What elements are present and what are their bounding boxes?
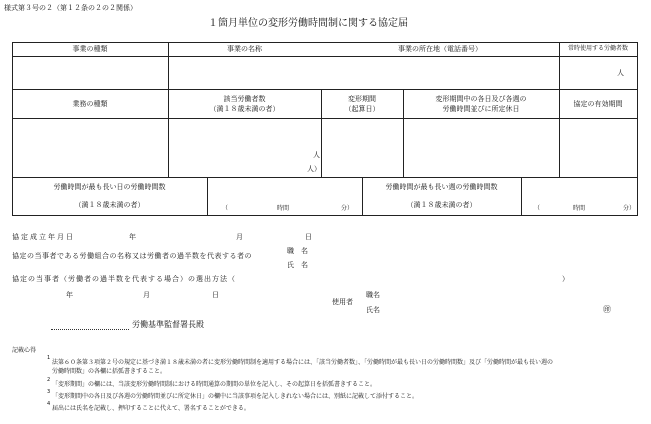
seal-mark: ㊞ [603,305,611,314]
submission-year: 年 [66,291,73,299]
agreement-day: 日 [305,233,312,241]
addressee: 労働基準監督署長殿 [132,320,204,329]
agreement-year: 年 [129,233,136,241]
note-2: 「変形期間」の欄には、当該変形労働時間制における時間通算の期間の単位を記入し、その起算日を括弧書きすること。 [52,381,377,388]
agreement-date-label: 協定成立年月日 [12,233,75,241]
header-applicable-workers-line2: （満１８歳未満の者） [209,104,280,113]
header-business-type: 事業の種類 [72,45,108,53]
longest-week-min-unit: 分） [623,205,636,212]
longest-week-hour-unit: 時間 [573,205,586,212]
note-1-line1: 法第６０条第３項第２号の規定に基づき満１８歳未満の者に変形労働時間制を適用する場合には、「該当労働者数」、「労働時間が最も長い日の労働時間数」及び「労働時間が最も長い週の [52,359,554,366]
note-number: 4 [47,401,51,407]
header-business-name: 事業の名称 [227,45,262,53]
applicable-unit-minor: 人） [307,165,321,173]
workers-unit: 人 [617,69,624,77]
header-daily-hours-line1: 変形期間中の各日及び各週の [435,94,527,103]
note-3: 「変形期間中の各日及び各週の労働時間並びに所定休日」の欄中に当該事項を記入しきれない場合には、別紙に記載して添付すること。 [52,393,419,400]
header-workers: 常時使用する労働者数 [567,45,628,52]
submission-month: 月 [143,291,150,299]
longest-day-min-unit: 分） [341,205,354,212]
header-daily-hours [403,89,559,118]
notes-heading: 記載心得 [12,347,37,354]
header-longest-week-line1: 労働時間が最も長い週の労働時間数 [385,183,498,191]
employer-label: 使用者 [332,298,353,306]
longest-day-hour-unit: 時間 [277,205,290,212]
page-title: １箇月単位の変形労働時間制に関する協定届 [208,18,408,29]
union-rep-title: 職 名 [287,247,308,255]
union-rep-name: 氏 名 [287,261,308,269]
header-job-type: 業務の種類 [72,99,108,108]
header-longest-week-line2: （満１８歳未満の者） [406,201,477,209]
header-longest-day-line2: （満１８歳未満の者） [74,201,145,209]
agreement-month: 月 [236,233,243,241]
note-number: 1 [47,355,51,361]
employer-name: 氏名 [366,306,380,314]
header-longest-day [12,177,207,215]
submission-day: 日 [212,291,219,299]
employer-title: 職名 [366,291,380,299]
header-period-line2: （起算日） [344,104,380,113]
header-longest-day-line1: 労働時間が最も長い日の労働時間数 [53,183,166,191]
header-business-address: 事業の所在地（電話番号） [398,45,482,53]
note-number: 3 [47,389,51,395]
selection-method-label: 協定の当事者（労働者の過半数を代表する場合）の選出方法（ [12,275,236,283]
union-rep-label: 協定の当事者である労働組合の名称又は労働者の過半数を代表する者の [12,252,252,260]
header-applicable-workers-line1: 該当労働者数 [223,94,266,103]
header-validity: 協定の有効期間 [573,99,623,108]
form-id: 様式第３号の２（第１２条の２の２関係） [4,4,137,12]
longest-day-open: （ [222,205,229,212]
header-daily-hours-line2: 労働時間並びに所定休日 [442,104,520,113]
note-1-line2: 労働時間数」の各欄に括弧書きすること。 [52,368,167,375]
selection-method-close: ） [562,275,569,283]
note-number: 2 [47,377,51,383]
header-period [321,89,403,118]
note-4: 届出には氏名を記載し、押印することに代えて、署名することができる。 [52,405,250,412]
applicable-unit: 人 [313,151,320,159]
header-longest-week [362,177,521,215]
header-applicable-workers [168,89,321,118]
office-name-blank[interactable] [51,329,129,330]
header-period-line1: 変形期間 [348,94,376,103]
longest-week-open: （ [534,205,541,212]
